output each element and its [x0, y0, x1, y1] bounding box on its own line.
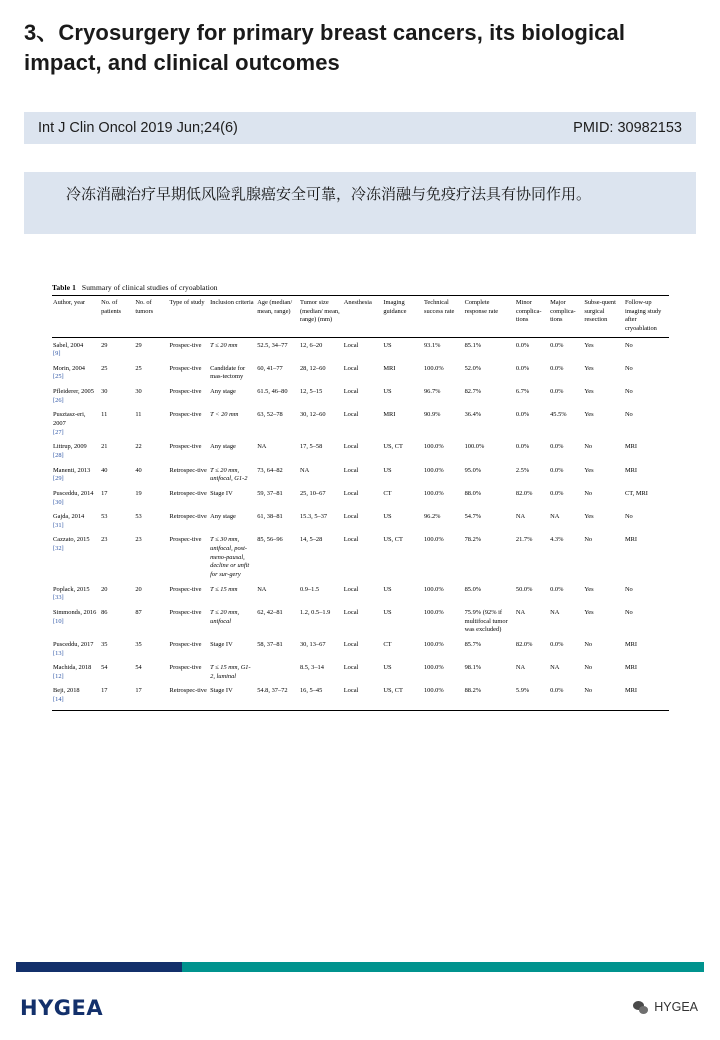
resection-cell: No	[584, 536, 593, 544]
tumors-cell: 11	[135, 411, 142, 419]
minor-complications-cell: NA	[515, 608, 526, 616]
table-row	[52, 684, 669, 707]
study-type-cell: Prospec-tive	[169, 536, 202, 544]
patients-cell: 11	[101, 411, 108, 419]
author-cell: Manenti, 2013 [29]	[52, 464, 100, 487]
tumor-size-cell: 28, 12–60	[299, 364, 326, 372]
age-cell: 59, 37–81	[257, 489, 283, 497]
followup-cell: No	[624, 388, 633, 396]
inclusion-cell: T ≤ 15 mm, G1-2, luminal	[210, 664, 251, 680]
anesthesia-cell: Local	[343, 466, 359, 474]
imaging-cell: MRI	[383, 364, 396, 372]
anesthesia-cell: Local	[343, 608, 359, 616]
tumor-size-cell: 17, 5–58	[299, 443, 323, 451]
followup-cell: No	[624, 364, 633, 372]
age-cell: 73, 64–82	[257, 466, 283, 474]
resection-cell: Yes	[584, 411, 594, 419]
imaging-cell: US, CT	[383, 687, 403, 695]
patients-cell: 25	[101, 364, 108, 372]
table-row	[52, 487, 669, 510]
table-wrapper	[52, 295, 669, 711]
age-cell: 52.5, 34–77	[257, 341, 288, 349]
col-followup-imaging: Follow-up imaging study after cryoablation	[624, 296, 669, 338]
followup-cell: No	[624, 585, 633, 593]
patients-cell: 53	[101, 513, 108, 521]
tumor-size-cell: 0.9–1.5	[299, 585, 320, 593]
author-cell: Cazzato, 2015 [32]	[52, 533, 100, 582]
tumors-cell: 17	[135, 687, 142, 695]
technical-success-cell: 100.0%	[423, 443, 444, 451]
minor-complications-cell: 6.7%	[515, 388, 530, 396]
complete-response-cell: 75.9% (92% if multifocal tumor was excluded)	[464, 608, 508, 634]
major-complications-cell: 0.0%	[550, 489, 564, 497]
study-type-cell: Prospec-tive	[169, 585, 202, 593]
tumors-cell: 19	[135, 489, 142, 497]
table-row	[52, 337, 669, 362]
technical-success-cell: 100.0%	[423, 585, 444, 593]
minor-complications-cell: 82.0%	[515, 489, 533, 497]
footer-logo: HYGEA	[20, 996, 104, 1020]
major-complications-cell: 0.0%	[550, 443, 564, 451]
study-type-cell: Prospec-tive	[169, 608, 202, 616]
resection-cell: No	[584, 443, 593, 451]
col-age: Age (median/ mean, range)	[256, 296, 299, 338]
tumor-size-cell: 15.3, 5–37	[299, 513, 328, 521]
followup-cell: No	[624, 411, 633, 419]
study-type-cell: Retrospec-tive	[169, 687, 207, 695]
tumors-cell: 35	[135, 640, 142, 648]
col-tumors: No. of tumors	[134, 296, 168, 338]
reference-link[interactable]: [28]	[53, 451, 64, 459]
imaging-cell: CT	[383, 640, 392, 648]
anesthesia-cell: Local	[343, 513, 359, 521]
anesthesia-cell: Local	[343, 664, 359, 672]
followup-cell: No	[624, 513, 633, 521]
col-author: Author, year	[52, 296, 100, 338]
minor-complications-cell: 50.0%	[515, 585, 533, 593]
patients-cell: 17	[101, 687, 108, 695]
table-row	[52, 408, 669, 440]
tumors-cell: 87	[135, 608, 142, 616]
resection-cell: Yes	[584, 608, 594, 616]
anesthesia-cell: Local	[343, 640, 359, 648]
tumors-cell: 54	[135, 664, 142, 672]
complete-response-cell: 85.7%	[464, 640, 482, 648]
tumors-cell: 29	[135, 341, 142, 349]
minor-complications-cell: 21.7%	[515, 536, 533, 544]
wechat-label: HYGEA	[654, 1000, 698, 1014]
summary-box	[24, 172, 696, 234]
table-header-row	[52, 296, 669, 338]
technical-success-cell: 100.0%	[423, 687, 444, 695]
col-major-complications: Major complica-tions	[549, 296, 583, 338]
complete-response-cell: 36.4%	[464, 411, 482, 419]
imaging-cell: US	[383, 466, 392, 474]
study-type-cell: Retrospec-tive	[169, 489, 207, 497]
tumors-cell: 30	[135, 388, 142, 396]
anesthesia-cell: Local	[343, 388, 359, 396]
anesthesia-cell: Local	[343, 443, 359, 451]
patients-cell: 20	[101, 585, 108, 593]
complete-response-cell: 88.0%	[464, 489, 482, 497]
table-row	[52, 510, 669, 533]
inclusion-cell: Stage IV	[210, 687, 233, 695]
age-cell: 58, 37–81	[257, 640, 283, 648]
resection-cell: Yes	[584, 585, 594, 593]
minor-complications-cell: 2.5%	[515, 466, 530, 474]
study-type-cell: Prospec-tive	[169, 640, 202, 648]
table-figure	[52, 283, 669, 711]
complete-response-cell: 88.2%	[464, 687, 482, 695]
figure-label: Table 1	[52, 283, 76, 292]
technical-success-cell: 96.7%	[423, 388, 441, 396]
resection-cell: No	[584, 664, 593, 672]
table-row	[52, 385, 669, 408]
tumors-cell: 25	[135, 364, 142, 372]
table-row	[52, 661, 669, 684]
col-minor-complications: Minor complica-tions	[515, 296, 549, 338]
complete-response-cell: 78.2%	[464, 536, 482, 544]
author-cell: Pusceddu, 2017 [13]	[52, 638, 100, 661]
tumor-size-cell: 25, 10–67	[299, 489, 326, 497]
inclusion-cell: Candidate for mas-tectomy	[210, 364, 246, 381]
technical-success-cell: 96.2%	[423, 513, 441, 521]
study-type-cell: Prospec-tive	[169, 443, 202, 451]
inclusion-cell: T ≤ 15 mm	[210, 585, 238, 593]
resection-cell: Yes	[584, 364, 594, 372]
col-technical-success: Technical success rate	[423, 296, 464, 338]
wechat-icon	[633, 1001, 648, 1014]
major-complications-cell: 0.0%	[550, 466, 564, 474]
technical-success-cell: 100.0%	[423, 608, 444, 616]
complete-response-cell: 82.7%	[464, 388, 482, 396]
inclusion-cell: T ≤ 20 mm	[210, 341, 238, 349]
tumors-cell: 40	[135, 466, 142, 474]
minor-complications-cell: 0.0%	[515, 411, 530, 419]
study-type-cell: Retrospec-tive	[169, 513, 207, 521]
age-cell: 63, 52–78	[257, 411, 283, 419]
author-cell: Sabel, 2004 [9]	[52, 337, 100, 362]
technical-success-cell: 100.0%	[423, 536, 444, 544]
study-type-cell: Prospec-tive	[169, 388, 202, 396]
author-cell: Littrup, 2009 [28]	[52, 440, 100, 463]
minor-complications-cell: 0.0%	[515, 364, 530, 372]
page-title: 3、Cryosurgery for primary breast cancers, its biological impact, and clinical outcomes	[24, 20, 626, 75]
age-cell: 54.8, 37–72	[257, 687, 288, 695]
table-row	[52, 464, 669, 487]
author-cell: Pusceddu, 2014 [30]	[52, 487, 100, 510]
followup-cell: CT, MRI	[624, 489, 648, 497]
patients-cell: 40	[101, 466, 108, 474]
major-complications-cell: 0.0%	[550, 687, 564, 695]
author-cell: Beji, 2018 [14]	[52, 684, 100, 707]
anesthesia-cell: Local	[343, 364, 359, 372]
summary-text: 冷冻消融治疗早期低风险乳腺癌安全可靠，冷冻消融与免疫疗法具有协同作用。	[66, 185, 592, 203]
author-cell: Machida, 2018 [12]	[52, 661, 100, 684]
inclusion-cell: Stage IV	[210, 489, 233, 497]
age-cell	[256, 661, 299, 684]
footer-color-bars	[16, 962, 704, 972]
inclusion-cell: Any stage	[210, 443, 236, 451]
technical-success-cell: 100.0%	[423, 364, 444, 372]
figure-caption	[52, 283, 669, 292]
minor-complications-cell: 5.9%	[515, 687, 530, 695]
tumor-size-cell: 12, 6–20	[299, 341, 323, 349]
reference-link[interactable]: [14]	[53, 696, 64, 704]
major-complications-cell: NA	[550, 608, 560, 616]
patients-cell: 54	[101, 664, 108, 672]
study-type-cell: Prospec-tive	[169, 411, 202, 419]
followup-cell: No	[624, 341, 633, 349]
imaging-cell: CT	[383, 489, 392, 497]
wechat-account	[633, 1000, 698, 1014]
imaging-cell: US	[383, 388, 392, 396]
author-cell: Pusztasz-eri, 2007 [27]	[52, 408, 100, 440]
author-cell: Simmonds, 2016 [10]	[53, 608, 97, 625]
tumor-size-cell: NA	[299, 466, 310, 474]
col-complete-response: Complete response rate	[464, 296, 515, 338]
major-complications-cell: 0.0%	[550, 341, 564, 349]
followup-cell: No	[624, 608, 633, 616]
minor-complications-cell: NA	[515, 664, 526, 672]
imaging-cell: US, CT	[383, 443, 403, 451]
anesthesia-cell: Local	[343, 411, 359, 419]
complete-response-cell: 100.0%	[464, 443, 485, 451]
imaging-cell: US	[383, 664, 392, 672]
col-imaging: Imaging guidance	[382, 296, 423, 338]
resection-cell: No	[584, 489, 593, 497]
age-cell: NA	[257, 585, 267, 593]
resection-cell: Yes	[584, 513, 594, 521]
tumor-size-cell: 16, 5–45	[299, 687, 323, 695]
complete-response-cell: 85.0%	[464, 585, 482, 593]
imaging-cell: MRI	[383, 411, 396, 419]
study-type-cell: Prospec-tive	[169, 664, 202, 672]
minor-complications-cell: 82.0%	[515, 640, 533, 648]
study-type-cell: Prospec-tive	[169, 364, 202, 372]
table-row	[52, 533, 669, 582]
minor-complications-cell: 0.0%	[515, 443, 530, 451]
followup-cell: MRI	[624, 536, 638, 544]
reference-link[interactable]: [32]	[53, 545, 64, 553]
reference-link[interactable]: [13]	[53, 649, 64, 657]
reference-link[interactable]: [25]	[53, 373, 64, 381]
major-complications-cell: 0.0%	[550, 640, 564, 648]
imaging-cell: US	[383, 341, 392, 349]
resection-cell: Yes	[584, 388, 594, 396]
major-complications-cell: 0.0%	[550, 388, 564, 396]
tumor-size-cell: 14, 5–28	[299, 536, 323, 544]
journal-citation: Int J Clin Oncol 2019 Jun;24(6)	[38, 120, 238, 136]
tumor-size-cell: 8.5, 3–14	[299, 664, 324, 672]
reference-link[interactable]: [10]	[53, 617, 64, 625]
patients-cell: 35	[101, 640, 108, 648]
minor-complications-cell: NA	[515, 513, 526, 521]
tumor-size-cell: 30, 12–60	[299, 411, 326, 419]
reference-link[interactable]: [27]	[53, 428, 64, 436]
age-cell: 62, 42–81	[257, 608, 283, 616]
reference-link[interactable]: [9]	[53, 350, 61, 358]
age-cell: 85, 56–96	[257, 536, 283, 544]
technical-success-cell: 100.0%	[423, 664, 444, 672]
resection-cell: No	[584, 687, 593, 695]
col-inclusion: Inclusion criteria	[209, 296, 256, 338]
complete-response-cell: 85.1%	[464, 341, 482, 349]
footer-bar-teal	[182, 962, 704, 972]
major-complications-cell: 4.3%	[550, 536, 564, 544]
technical-success-cell: 100.0%	[423, 466, 444, 474]
followup-cell: MRI	[624, 687, 638, 695]
col-patients: No. of patients	[100, 296, 134, 338]
major-complications-cell: 0.0%	[550, 585, 564, 593]
tumors-cell: 20	[135, 585, 142, 593]
major-complications-cell: 0.0%	[550, 364, 564, 372]
followup-cell: MRI	[624, 466, 638, 474]
patients-cell: 29	[101, 341, 108, 349]
reference-link[interactable]: [33]	[53, 594, 64, 602]
patients-cell: 86	[101, 608, 108, 616]
imaging-cell: US	[383, 585, 392, 593]
col-subsequent-resection: Subse-quent surgical resection	[583, 296, 624, 338]
followup-cell: MRI	[624, 640, 638, 648]
footer-bar-navy	[16, 962, 182, 972]
inclusion-cell: T < 20 mm	[210, 411, 239, 419]
minor-complications-cell: 0.0%	[515, 341, 530, 349]
reference-link[interactable]: [12]	[53, 672, 64, 680]
complete-response-cell: 52.0%	[464, 364, 482, 372]
inclusion-cell: Any stage	[210, 388, 236, 396]
author-cell: Gajda, 2014 [31]	[52, 510, 100, 533]
major-complications-cell: NA	[550, 664, 560, 672]
complete-response-cell: 95.0%	[464, 466, 482, 474]
resection-cell: Yes	[584, 466, 594, 474]
age-cell: 61.5, 46–80	[257, 388, 288, 396]
reference-link[interactable]: [30]	[53, 498, 64, 506]
technical-success-cell: 90.9%	[423, 411, 441, 419]
col-anesthesia: Anesthesia	[343, 296, 383, 338]
anesthesia-cell: Local	[343, 489, 359, 497]
tumors-cell: 53	[135, 513, 142, 521]
table-row	[52, 440, 669, 463]
technical-success-cell: 100.0%	[423, 640, 444, 648]
reference-link[interactable]: [31]	[53, 521, 64, 529]
tumors-cell: 23	[135, 536, 142, 544]
figure-caption-text: Summary of clinical studies of cryoablation	[81, 283, 218, 292]
patients-cell: 21	[101, 443, 108, 451]
age-cell: 60, 41–77	[257, 364, 283, 372]
resection-cell: Yes	[584, 341, 594, 349]
tumor-size-cell: 30, 13–67	[299, 640, 326, 648]
reference-link[interactable]: [29]	[53, 475, 64, 483]
imaging-cell: US	[383, 608, 392, 616]
followup-cell: MRI	[624, 664, 638, 672]
tumor-size-cell: 1.2, 0.5–1.9	[299, 608, 331, 616]
anesthesia-cell: Local	[343, 536, 359, 544]
anesthesia-cell: Local	[343, 687, 359, 695]
inclusion-cell: Any stage	[210, 513, 236, 521]
technical-success-cell: 100.0%	[423, 489, 444, 497]
table-row	[52, 638, 669, 661]
col-tumor-size: Tumor size (median/ mean, range) (mm)	[299, 296, 343, 338]
reference-link[interactable]: [26]	[53, 396, 64, 404]
tumors-cell: 22	[135, 443, 142, 451]
col-study-type: Type of study	[169, 296, 210, 338]
table-row	[52, 583, 669, 606]
complete-response-cell: 98.1%	[464, 664, 482, 672]
technical-success-cell: 93.1%	[423, 341, 441, 349]
resection-cell: No	[584, 640, 593, 648]
clinical-studies-table	[52, 295, 669, 708]
major-complications-cell: NA	[550, 513, 560, 521]
patients-cell: 23	[101, 536, 108, 544]
table-row	[52, 362, 669, 385]
age-cell: 61, 38–81	[257, 513, 283, 521]
anesthesia-cell: Local	[343, 341, 359, 349]
pmid-label: PMID: 30982153	[573, 120, 682, 136]
author-cell: Pfleiderer, 2005 [26]	[52, 385, 100, 408]
age-cell: NA	[257, 443, 267, 451]
author-cell: Poplack, 2015 [33]	[52, 583, 100, 606]
patients-cell: 30	[101, 388, 108, 396]
patients-cell: 17	[101, 489, 108, 497]
table-body	[52, 337, 669, 708]
tumor-size-cell: 12, 5–15	[299, 388, 323, 396]
followup-cell: MRI	[624, 443, 638, 451]
complete-response-cell: 54.7%	[464, 513, 482, 521]
table-row	[52, 606, 669, 638]
citation-bar	[24, 112, 696, 144]
major-complications-cell: 45.5%	[550, 411, 567, 419]
inclusion-cell: T ≤ 20 mm, unifocal, G1-2	[210, 466, 248, 483]
imaging-cell: US	[383, 513, 392, 521]
inclusion-cell: T ≤ 20 mm, unifocal	[210, 608, 240, 625]
inclusion-cell: T ≤ 30 mm, unifocal, post-meno-pausal, decline or unfit for sur-gery	[210, 536, 250, 579]
author-cell: Morin, 2004 [25]	[52, 362, 100, 385]
study-type-cell: Retrospec-tive	[169, 466, 207, 474]
study-type-cell: Prospec-tive	[169, 341, 202, 349]
imaging-cell: US, CT	[383, 536, 403, 544]
anesthesia-cell: Local	[343, 585, 359, 593]
inclusion-cell: Stage IV	[210, 640, 233, 648]
